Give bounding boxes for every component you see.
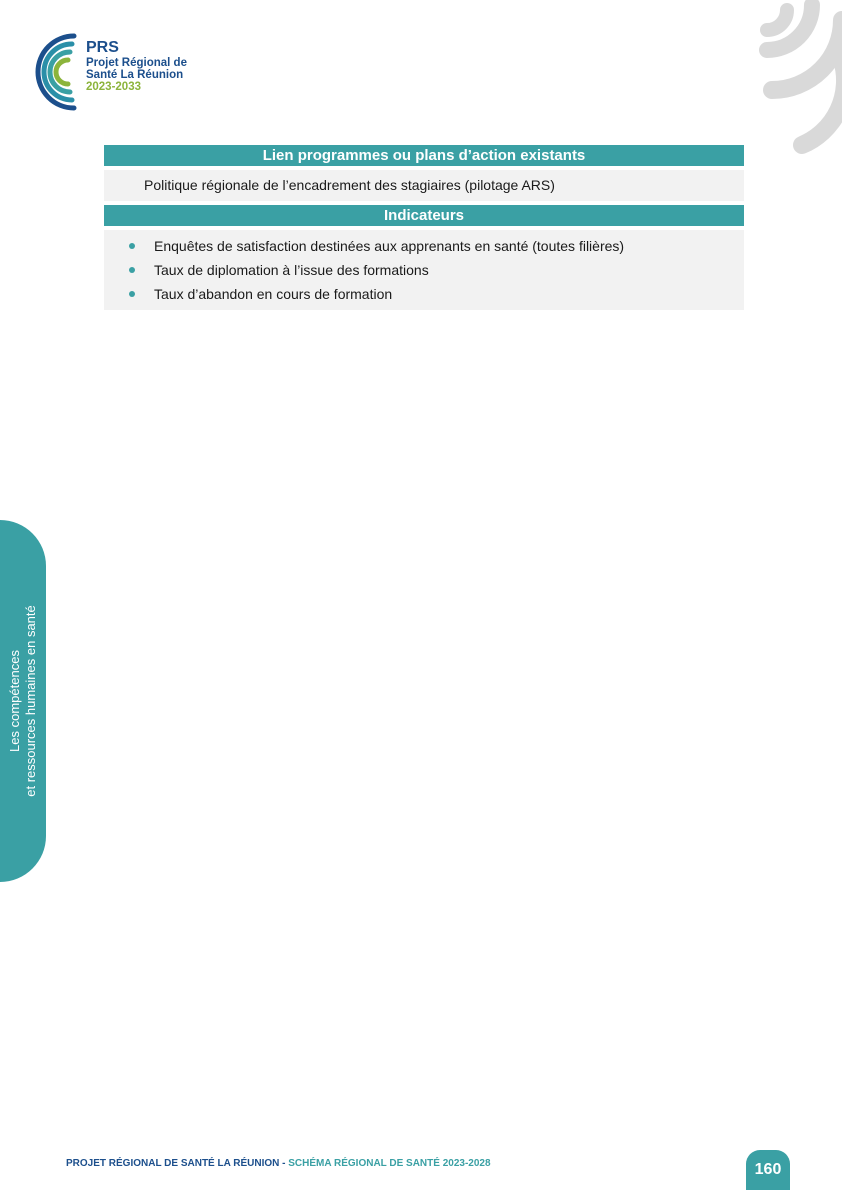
logo-title: PRS <box>86 39 119 56</box>
logo-arcs-icon <box>24 28 84 112</box>
indicators-header: Indicateurs <box>104 205 744 226</box>
list-item <box>104 282 744 306</box>
chapter-side-tab <box>0 520 46 882</box>
logo-line-1: Projet Régional de <box>86 56 187 69</box>
side-tab-line-1: Les compétences <box>7 650 22 752</box>
action-sheet <box>104 145 744 310</box>
indicator-text: Taux d’abandon en cours de formation <box>154 286 393 302</box>
prs-logo <box>24 28 204 112</box>
indicator-text: Enquêtes de satisfaction destinées aux apprenants en santé (toutes filières) <box>154 238 625 254</box>
page-footer <box>66 1158 491 1169</box>
indicator-text: Taux de diplomation à l’issue des formations <box>154 262 429 278</box>
logo-years: 2023-2033 <box>86 80 141 93</box>
programs-text: Politique régionale de l’encadrement des stagiaires (pilotage ARS) <box>104 170 744 201</box>
bullet-icon <box>129 267 135 273</box>
list-item <box>104 234 744 258</box>
footer-project: PROJET RÉGIONAL DE SANTÉ LA RÉUNION - <box>66 1158 289 1169</box>
list-item <box>104 258 744 282</box>
decorative-arcs-icon <box>692 0 842 160</box>
chapter-side-label <box>7 531 39 871</box>
programs-header: Lien programmes ou plans d’action existants <box>104 145 744 166</box>
footer-schema: SCHÉMA RÉGIONAL DE SANTÉ 2023-2028 <box>288 1158 491 1169</box>
side-tab-line-2: et ressources humaines en santé <box>23 605 38 797</box>
page-number: 160 <box>746 1150 790 1190</box>
logo-text <box>86 40 187 93</box>
indicators-list <box>104 230 744 310</box>
bullet-icon <box>129 291 135 297</box>
logo-line-2: Santé La Réunion <box>86 68 184 81</box>
bullet-icon <box>129 243 135 249</box>
